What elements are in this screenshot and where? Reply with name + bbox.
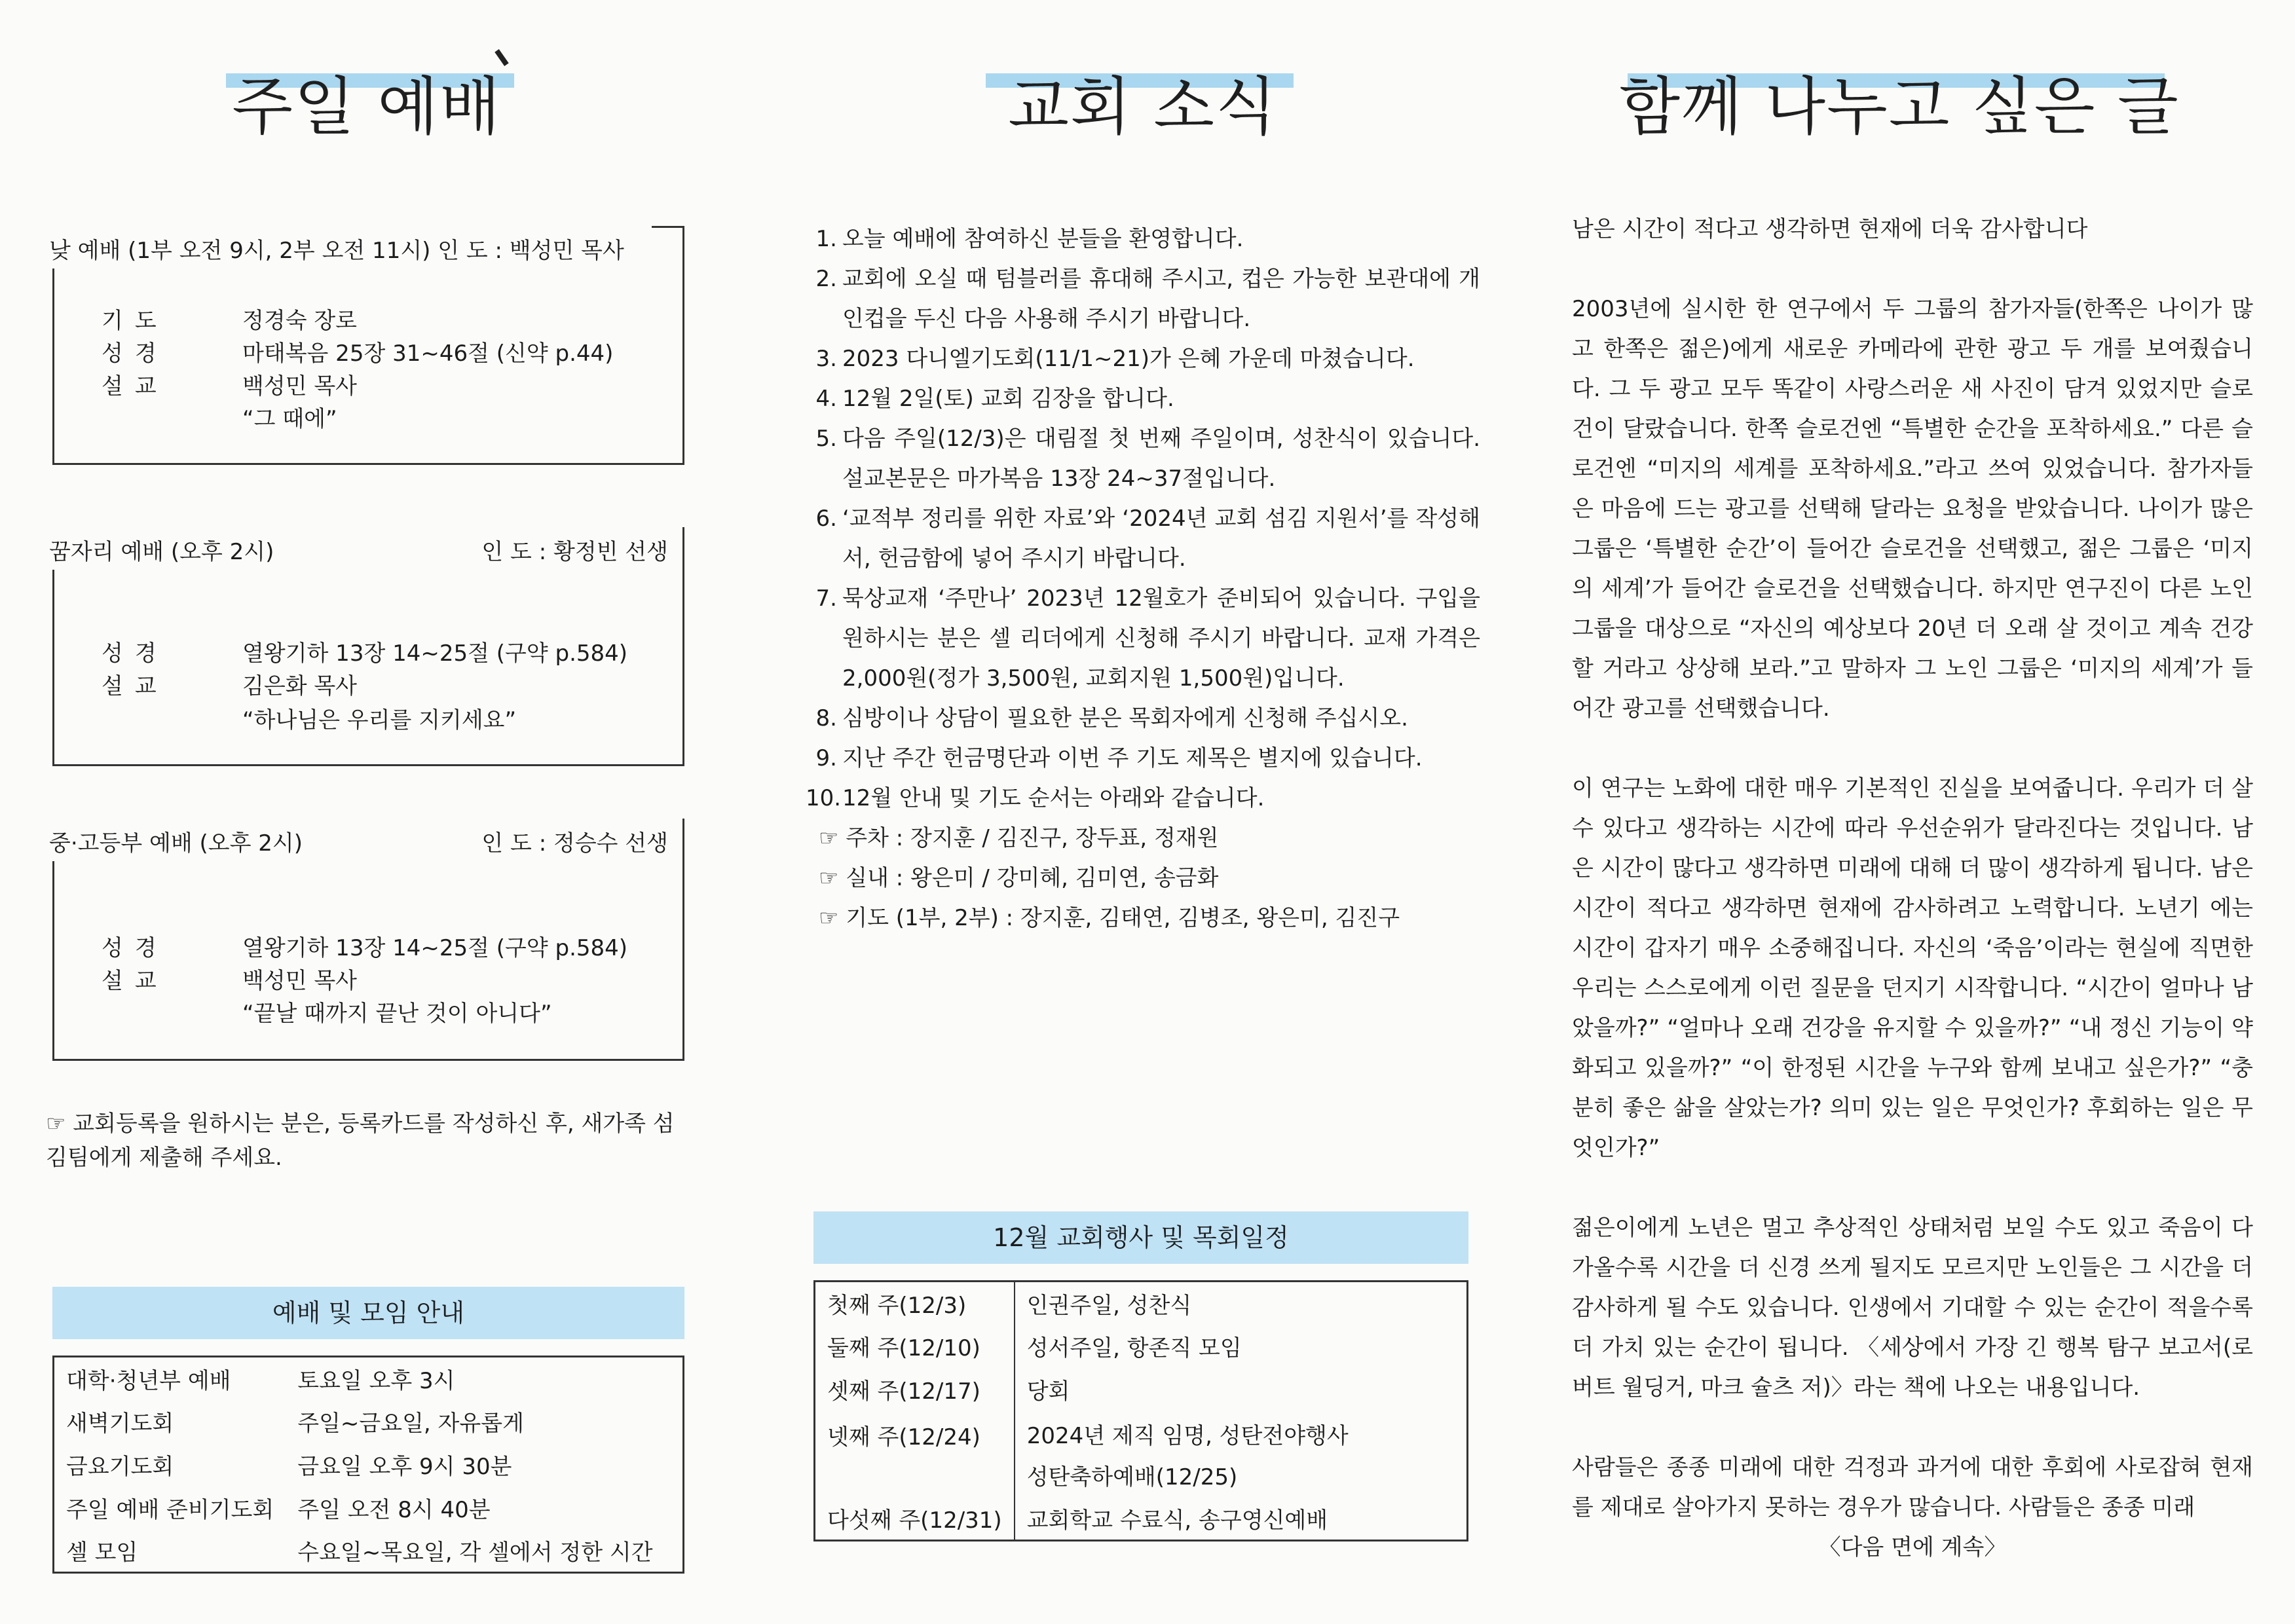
row-label: 설교 [102, 373, 168, 399]
events-table [813, 1280, 1468, 1541]
row-label: 설교 [102, 968, 168, 994]
event-line: 2024년 제직 임명, 성탄전야행사 [1026, 1422, 1349, 1449]
news-item [806, 779, 1480, 819]
worship-title: 주일 예배 [232, 70, 502, 143]
news-item [806, 739, 1480, 779]
event-row [815, 1498, 1468, 1541]
news-item [806, 339, 1480, 379]
row-value: 열왕기하 13장 14~25절 (구약 p.584) [242, 935, 628, 961]
news-text: 오늘 예배에 참여하신 분들을 환영합니다. [842, 226, 1244, 252]
news-text: 12월 안내 및 기도 순서는 아래와 같습니다. [842, 785, 1265, 811]
event-week: 넷째 주(12/24) [815, 1411, 1015, 1498]
row-label: 성경 [102, 341, 168, 367]
news-number: 10. [806, 785, 842, 811]
event-desc [1015, 1368, 1468, 1411]
meeting-row [54, 1357, 684, 1400]
row-value: “끝날 때까지 끝난 것이 아니다” [242, 1001, 552, 1027]
meeting-time: 금요일 오후 9시 30분 [297, 1454, 512, 1480]
meeting-row [54, 1486, 684, 1530]
news-number: 2. [815, 266, 837, 292]
event-desc [1015, 1282, 1468, 1325]
row-value: 열왕기하 13장 14~25절 (구약 p.584) [242, 640, 628, 667]
event-desc [1015, 1498, 1468, 1541]
meeting-name: 새벽기도회 [66, 1411, 174, 1437]
event-row [815, 1325, 1468, 1368]
worship-column [39, 0, 694, 1624]
event-line: 성탄축하예배(12/25) [1026, 1464, 1238, 1490]
news-item [806, 259, 1480, 339]
event-row [815, 1411, 1468, 1498]
row-label: 성경 [102, 640, 168, 667]
news-text: 묵상교재 ‘주만나’ 2023년 12월호가 준비되어 있습니다. 구입을 원하시는 분은 셀 리더에게 신청해 주시기 바랍니다. 교재 가격은 2,000원(정가 3,500원, 교회지원 1,500원)입니다. [842, 585, 1480, 692]
event-line: 인권주일, 성찬식 [1026, 1292, 1192, 1319]
meeting-time: 주일 오전 8시 40분 [297, 1497, 491, 1523]
news-number: 6. [815, 506, 837, 532]
duty-item: ☞ 기도 (1부, 2부) : 장지훈, 김태연, 김병조, 왕은미, 김진구 [819, 905, 1400, 931]
news-list [806, 219, 1480, 938]
meeting-time: 토요일 오후 3시 [297, 1367, 455, 1394]
meeting-name: 셀 모임 [66, 1540, 138, 1566]
meeting-name: 대학·청년부 예배 [66, 1367, 231, 1394]
article-lead: 남은 시간이 적다고 생각하면 현재에 더욱 감사합니다 [1572, 216, 2088, 242]
news-number: 3. [815, 346, 837, 372]
row-value: 마태복음 25장 31~46절 (신약 p.44) [242, 341, 614, 367]
news-title: 교회 소식 [1008, 70, 1278, 143]
meeting-name: 금요기도회 [66, 1454, 174, 1480]
event-line: 성서주일, 항존직 모임 [1026, 1335, 1242, 1361]
news-number: 7. [815, 585, 837, 612]
day-service-head: 낮 예배 (1부 오전 9시, 2부 오전 11시) 인 도 : 백성민 목사 [49, 238, 624, 264]
news-item [806, 499, 1480, 579]
event-line: 교회학교 수료식, 송구영신예배 [1026, 1507, 1328, 1534]
row-value: 백성민 목사 [242, 968, 358, 994]
youth-service-name: 중·고등부 예배 (오후 2시) [49, 830, 303, 857]
news-text: 지난 주간 헌금명단과 이번 주 기도 제목은 별지에 있습니다. [842, 745, 1423, 771]
news-item [806, 699, 1480, 739]
row-value: 백성민 목사 [242, 373, 358, 399]
article-body [1572, 210, 2253, 1568]
news-text: 교회에 오실 때 텀블러를 휴대해 주시고, 컵은 가능한 보관대에 개인컵을 두신 다음 사용해 주시기 바랍니다. [842, 266, 1480, 332]
youth-service-leader: 인 도 : 정승수 선생 [481, 830, 668, 857]
event-line: 당회 [1026, 1378, 1070, 1405]
news-column [806, 0, 1480, 1624]
meeting-time: 주일~금요일, 자유롭게 [297, 1411, 524, 1437]
news-number: 1. [815, 226, 837, 252]
row-value: “하나님은 우리를 지키세요” [242, 707, 517, 733]
kids-service-leader: 인 도 : 황정빈 선생 [481, 539, 668, 565]
news-text: 심방이나 상담이 필요한 분은 목회자에게 신청해 주십시오. [842, 705, 1408, 731]
event-week: 다섯째 주(12/31) [815, 1498, 1015, 1541]
news-item [806, 419, 1480, 499]
meeting-name: 주일 예배 준비기도회 [66, 1497, 274, 1523]
news-number: 8. [815, 705, 837, 731]
news-number: 5. [815, 426, 837, 452]
row-label: 설교 [102, 673, 168, 699]
event-week: 첫째 주(12/3) [815, 1282, 1015, 1325]
article-paragraph: 사람들은 종종 미래에 대한 걱정과 과거에 대한 후회에 사로잡혀 현재를 제대로 살아가지 못하는 경우가 많습니다. 사람들은 종종 미래 [1572, 1454, 2253, 1521]
meeting-row [54, 1530, 684, 1573]
registration-note: ☞ 교회등록을 원하시는 분은, 등록카드를 작성하신 후, 새가족 섬김팀에게 제출해 주세요. [46, 1111, 675, 1171]
row-label: 기도 [102, 308, 168, 334]
article-title: 함께 나누고 싶은 글 [1619, 70, 2180, 143]
duty-item: ☞ 주차 : 장지훈 / 김진구, 장두표, 정재원 [819, 825, 1219, 851]
article-column [1572, 0, 2253, 1624]
meeting-row [54, 1400, 684, 1443]
event-week: 셋째 주(12/17) [815, 1368, 1015, 1411]
duty-item: ☞ 실내 : 왕은미 / 강미혜, 김미연, 송금화 [819, 865, 1219, 891]
kids-service-name: 꿈자리 예배 (오후 2시) [49, 539, 274, 565]
news-item [806, 219, 1480, 259]
news-item [806, 379, 1480, 419]
news-item [806, 579, 1480, 699]
meetings-table [52, 1356, 684, 1574]
event-week: 둘째 주(12/10) [815, 1325, 1015, 1368]
row-value: 정경숙 장로 [242, 308, 358, 334]
event-row [815, 1282, 1468, 1325]
event-desc [1015, 1325, 1468, 1368]
meetings-title: 예배 및 모임 안내 [52, 1287, 684, 1339]
continued-note: 〈다음 면에 계속〉 [1818, 1534, 2007, 1560]
meeting-time: 수요일~목요일, 각 셀에서 정한 시간 [297, 1540, 653, 1566]
news-number: 4. [815, 386, 837, 412]
news-text: ‘교적부 정리를 위한 자료’와 ‘2024년 교회 섬김 지원서’를 작성해서, 헌금함에 넣어 주시기 바랍니다. [842, 506, 1480, 572]
row-label: 성경 [102, 935, 168, 961]
events-title: 12월 교회행사 및 목회일정 [813, 1211, 1468, 1264]
row-value: “그 때에” [242, 406, 337, 432]
row-value: 김은화 목사 [242, 673, 358, 699]
news-number: 9. [815, 745, 837, 771]
event-desc [1015, 1411, 1468, 1498]
news-text: 12월 2일(토) 교회 김장을 합니다. [842, 386, 1174, 412]
article-paragraph: 이 연구는 노화에 대한 매우 기본적인 진실을 보여줍니다. 우리가 더 살 수 있다고 생각하는 시간에 따라 우선순위가 달라진다는 것입니다. 남은 시간이 많다고 생각하면 미래에 대해 더 많이 생각하게 됩니다. 남은 시간이 적다고 생각하면 현재에 감사하려고 노력합니다. 노년기 에는 시간이 갑자기 매우 소중해집니다. 자신의 ‘죽음’이라는 현실에 직면한 우리는 스스로에게 이런 질문을 던지기 시작합니다. “시간이 얼마나 남았을까?” “얼마나 오래 건강을 유지할 수 있을까?” “내 정신 기능이 약화되고 있을까?” “이 한정된 시간을 누구와 함께 보내고 싶은가?” “충분히 좋은 삶을 살았는가? 의미 있는 일은 무엇인가? 후회하는 일은 무엇인가?” [1572, 775, 2253, 1161]
meeting-row [54, 1443, 684, 1486]
event-row [815, 1368, 1468, 1411]
article-paragraph: 젊은이에게 노년은 멀고 추상적인 상태처럼 보일 수도 있고 죽음이 다가올수록 시간을 더 신경 쓰게 될지도 모르지만 노인들은 그 시간을 더 감사하게 될 수도 있습니다. 인생에서 기대할 수 있는 순간이 적을수록 더 가치 있는 순간이 됩니다. 〈세상에서 가장 긴 행복 탐구 보고서(로버트 월딩거, 마크 슐츠 저)〉라는 책에 나오는 내용입니다. [1572, 1215, 2253, 1401]
news-text: 다음 주일(12/3)은 대림절 첫 번째 주일이며, 성찬식이 있습니다. 설교본문은 마가복음 13장 24~37절입니다. [842, 426, 1480, 492]
article-paragraph: 2003년에 실시한 한 연구에서 두 그룹의 참가자들(한쪽은 나이가 많고 한쪽은 젊은)에게 새로운 카메라에 관한 광고 두 개를 보여줬습니다. 그 두 광고 모두 똑같이 사랑스러운 새 사진이 담겨 있었지만 슬로건이 달랐습니다. 한쪽 슬로건엔 “특별한 순간을 포착하세요.” 다른 슬로건엔 “미지의 세계를 포착하세요.”라고 쓰여 있었습니다. 참가자들은 마음에 드는 광고를 선택해 달라는 요청을 받았습니다. 나이가 많은 그룹은 ‘특별한 순간’이 들어간 슬로건을 선택했고, 젊은 그룹은 ‘미지의 세계’가 들어간 슬로건을 선택했습니다. 하지만 연구진이 다른 노인 그룹을 대상으로 “자신의 예상보다 20년 더 오래 살 것이고 계속 건강할 거라고 상상해 보라.”고 말하자 그 노인 그룹은 ‘미지의 세계’가 들어간 광고를 선택했습니다. [1572, 296, 2253, 722]
news-text: 2023 다니엘기도회(11/1~21)가 은혜 가운데 마쳤습니다. [842, 346, 1415, 372]
